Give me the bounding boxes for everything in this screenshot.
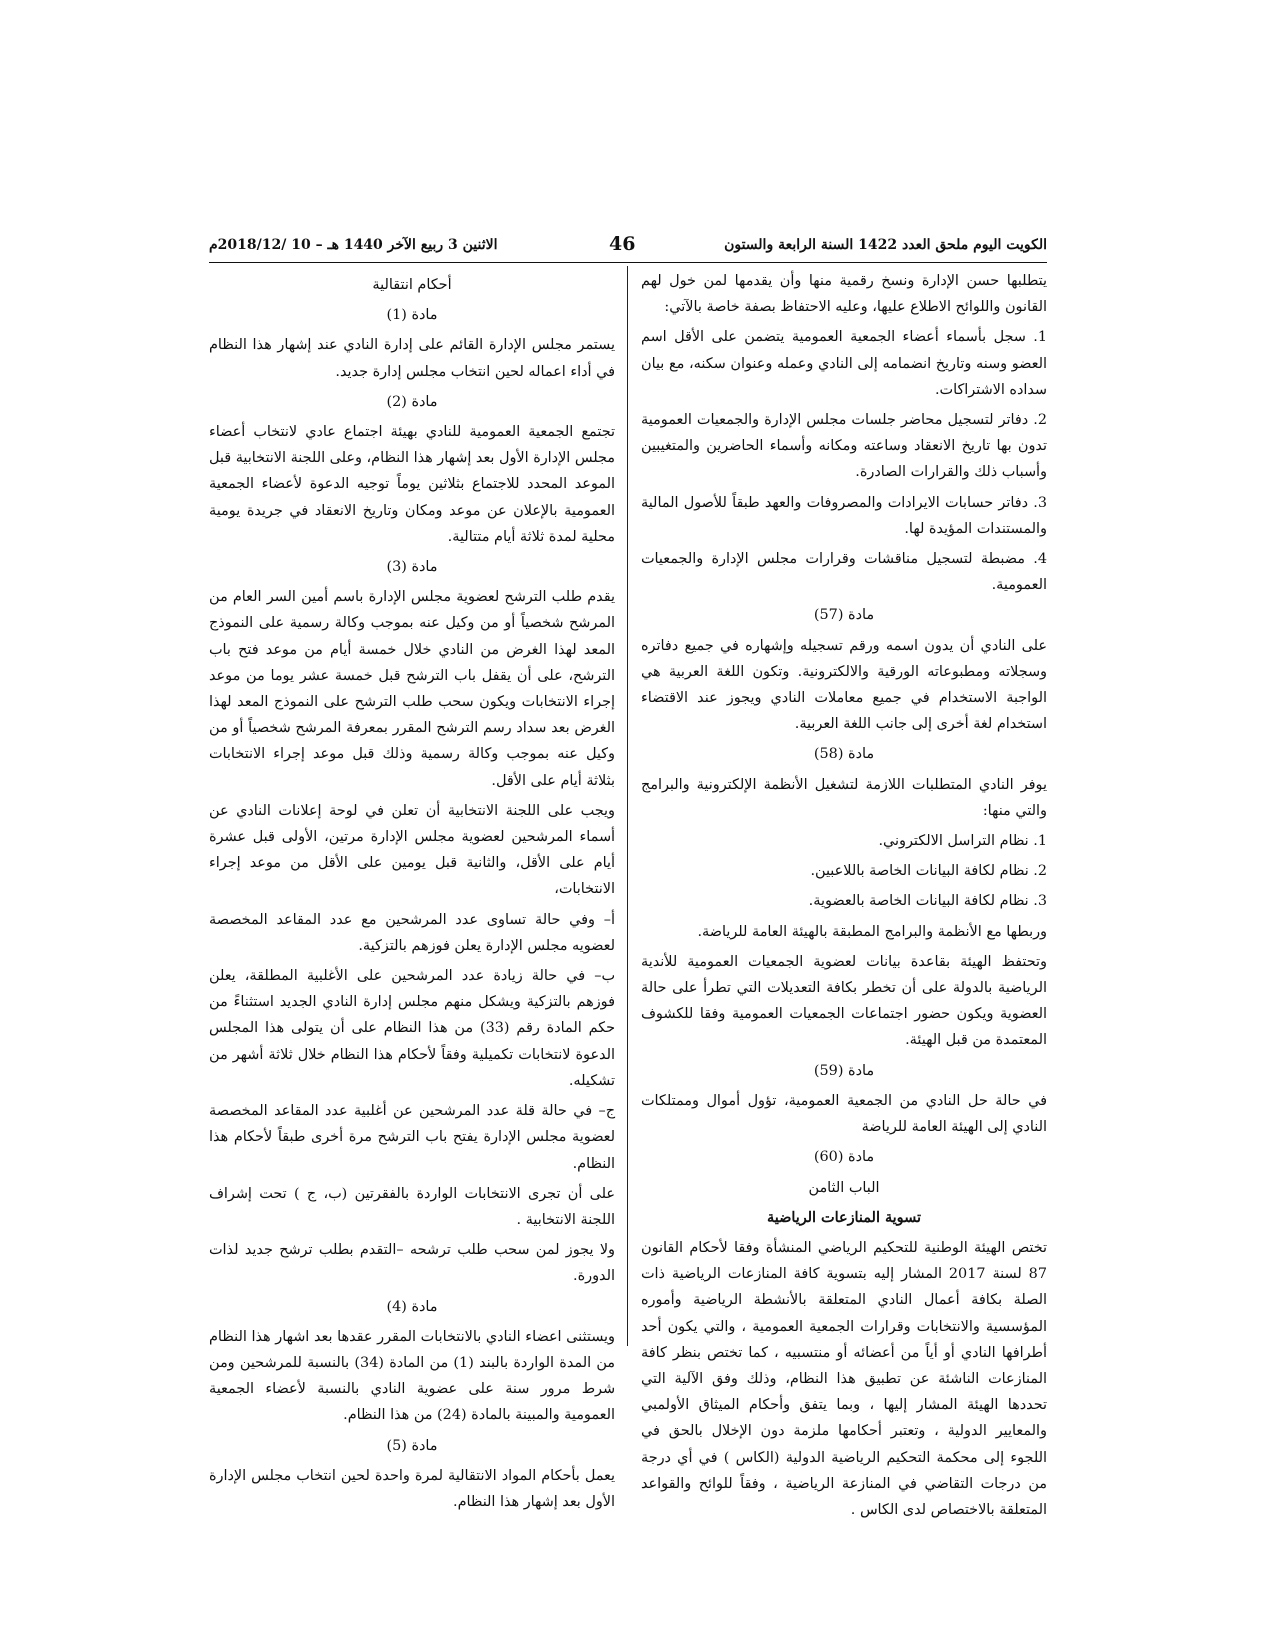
paragraph: 1. سجل بأسماء أعضاء الجمعية العمومية يتضمن على الأقل اسم العضو وسنه وتاريخ انضمامه إلى النادي وعمله وعنوان سكنه، مع بيان سداده الاشتراكات. (641, 329, 1047, 398)
paragraph: 1. نظام التراسل الالكتروني. (878, 833, 1047, 850)
paragraph: يقدم طلب الترشح لعضوية مجلس الإدارة باسم أمين السر العام من المرشح شخصياً أو من وكيل عنه بموجب وكالة رسمية على النموذج المعد لهذا الغرض من النادي خلال خمسة أيام من موعد فتح باب الترشح، على أن يقفل باب الترشح قبل خمسة عشر يوما من موعد إجراء الانتخابات ويكون سحب طلب الترشح على النموذج المعد لهذا الغرض بعد سداد رسم الترشح المقرر بمعرفة المرشح شخصياً أو من وكيل عنه بموجب وكالة رسمية وذلك قبل موعد إجراء الانتخابات بثلاثة أيام على الأقل. (209, 589, 615, 789)
article-heading: مادة (4) (386, 1298, 438, 1315)
header-publication: الكويت اليوم ملحق العدد 1422 السنة الرابعة والستون (724, 237, 1047, 253)
paragraph: تختص الهيئة الوطنية للتحكيم الرياضي المنشأة وفقا لأحكام القانون 87 لسنة 2017 المشار إليه بتسوية كافة المنازعات الرياضية ذات الصلة بكافة أعمال النادي المتعلقة بالأنشطة الرياضية وأموره المؤسسية والانتخابات وقرارات الجمعية العمومية ، والتي يكون أحد أطرافها النادي أو أياً من أعضائه أو منتسبيه ، كما تختص بنظر كافة المنازعات الناشئة عن تطبيق هذا النظام، وذلك وفق الآلية التي تحددها الهيئة المشار إليها ، وبما يتفق وأحكام الميثاق الأولمبي والمعايير الدولية ، وتعتبر أحكامها ملزمة دون الإخلال بالحق في اللجوء إلى محكمة التحكيم الرياضية الدولية (الكاس ) في أي درجة من درجات التقاضي في المنازعة الرياضية ، وفقاً للوائح والقواعد المتعلقة بالاختصاص لدى الكاس . (641, 1239, 1047, 1518)
article-heading: أحكام انتقالية (372, 277, 452, 293)
paragraph: وتحتفظ الهيئة بقاعدة بيانات لعضوية الجمعيات العمومية للأندية الرياضية بالدولة على أن تخطر بكافة التعديلات التي تطرأ على حالة العضوية ويكون حضور اجتماعات الجمعيات العمومية وفقا للكشوف المعتمدة من قبل الهيئة. (641, 953, 1047, 1049)
article-heading: مادة (5) (386, 1437, 438, 1454)
article-heading: مادة (1) (386, 307, 438, 324)
article-heading: مادة (59) (813, 1062, 875, 1079)
paragraph: على أن تجرى الانتخابات الواردة بالفقرتين (ب، ج ) تحت إشراف اللجنة الانتخابية . (209, 1185, 615, 1228)
paragraph: يوفر النادي المتطلبات اللازمة لتشغيل الأنظمة الإلكترونية والبرامج والتي منها: (641, 776, 1047, 819)
paragraph: 2. دفاتر لتسجيل محاضر جلسات مجلس الإدارة والجمعيات العمومية تدون بها تاريخ الانعقاد وساعته ومكانه وأسماء الحاضرين والمتغيبين وأسباب ذلك والقرارات الصادرة. (641, 412, 1047, 481)
paragraph: ويستثنى اعضاء النادي بالانتخابات المقرر عقدها بعد اشهار هذا النظام من المدة الواردة بالبند (1) من المادة (34) بالنسبة للمرشحين ومن شرط مرور سنة على عضوية النادي بالنسبة لأعضاء الجمعية العمومية والمبينة بالمادة (24) من هذا النظام. (209, 1328, 615, 1424)
paragraph: على النادي أن يدون اسمه ورقم تسجيله وإشهاره في جميع دفاتره وسجلاته ومطبوعاته الورقية والالكترونية. وتكون اللغة العربية هي الواجبة الاستخدام في جميع معاملات النادي ويجوز عند الاقتضاء استخدام لغة أخرى إلى جانب اللغة العربية. (641, 637, 1047, 733)
page-number: 46 (609, 233, 636, 255)
article-heading: مادة (58) (813, 746, 875, 763)
article-heading: مادة (2) (386, 393, 438, 410)
paragraph: ج– في حالة قلة عدد المرشحين عن أغلبية عدد المقاعد المخصصة لعضوية مجلس الإدارة يفتح باب الترشح مرة أخرى طبقاً لأحكام هذا النظام. (209, 1103, 615, 1172)
paragraph: في حالة حل النادي من الجمعية العمومية، تؤول أموال وممتلكات النادي إلى الهيئة العامة للرياضة (641, 1092, 1047, 1136)
column-divider (627, 266, 628, 1346)
paragraph: وربطها مع الأنظمة والبرامج المطبقة بالهيئة العامة للرياضة. (697, 923, 1047, 940)
paragraph: 3. نظام لكافة البيانات الخاصة بالعضوية. (808, 893, 1047, 910)
article-heading: مادة (3) (386, 559, 438, 576)
article-heading: الباب الثامن (808, 1179, 880, 1196)
page-header (209, 233, 1047, 261)
section-title: تسوية المنازعات الرياضية (767, 1208, 921, 1226)
header-date: الاثنين 3 ربيع الآخر 1440 هـ – 10 /2018/12م (209, 237, 498, 253)
paragraph: 4. مضبطة لتسجيل مناقشات وقرارات مجلس الإدارة والجمعيات العمومية. (641, 551, 1047, 594)
paragraph: أ– وفي حالة تساوى عدد المرشحين مع عدد المقاعد المخصصة لعضويه مجلس الإدارة يعلن فوزهم بالتزكية. (209, 911, 615, 954)
paragraph: يستمر مجلس الإدارة القائم على إدارة النادي عند إشهار هذا النظام في أداء اعماله لحين انتخاب مجلس إدارة جديد. (209, 337, 615, 380)
paragraph: 2. نظام لكافة البيانات الخاصة باللاعبين. (810, 863, 1047, 880)
article-heading: مادة (60) (813, 1149, 875, 1166)
paragraph: ولا يجوز لمن سحب طلب ترشحه –التقدم بطلب ترشح جديد لذات الدورة. (209, 1242, 615, 1285)
header-rule (209, 262, 1047, 263)
paragraph: ب– في حالة زيادة عدد المرشحين على الأغلبية المطلقة، يعلن فوزهم بالتزكية ويشكل منهم مجلس إدارة النادي الجديد استثناءً من حكم المادة رقم (33) من هذا النظام على أن يتولى هذا المجلس الدعوة لانتخابات تكميلية وفقاً لأحكام هذا النظام خلال ثلاثة أشهر من تشكيله. (209, 968, 615, 1089)
paragraph: تجتمع الجمعية العمومية للنادي بهيئة اجتماع عادي لانتخاب أعضاء مجلس الإدارة الأول بعد إشهار هذا النظام، وعلى اللجنة الانتخابية قبل الموعد المحدد للاجتماع بثلاثين يوماً توجيه الدعوة لأعضاء الجمعية العمومية بالإعلان عن موعد ومكان وتاريخ الانعقاد في جريدة يومية محلية لمدة ثلاثة أيام متتالية. (209, 424, 615, 545)
paragraph: ويجب على اللجنة الانتخابية أن تعلن في لوحة إعلانات النادي عن أسماء المرشحين لعضوية مجلس الإدارة مرتين، الأولى قبل عشرة أيام على الأقل، والثانية قبل يومين على الأقل من موعد إجراء الانتخابات، (209, 802, 615, 898)
paragraph: يتطلبها حسن الإدارة ونسخ رقمية منها وأن يقدمها لمن خول لهم القانون واللوائح الاطلاع عليها، وعليه الاحتفاظ بصفة خاصة بالآتي: (641, 273, 1047, 316)
paragraph: يعمل بأحكام المواد الانتقالية لمرة واحدة لحين انتخاب مجلس الإدارة الأول بعد إشهار هذا النظام. (209, 1467, 615, 1510)
right-column (641, 268, 1047, 1527)
paragraph: 3. دفاتر حسابات الايرادات والمصروفات والعهد طبقاً للأصول المالية والمستندات المؤيدة لها. (641, 494, 1047, 537)
article-heading: مادة (57) (813, 607, 875, 624)
left-column (209, 268, 615, 1519)
